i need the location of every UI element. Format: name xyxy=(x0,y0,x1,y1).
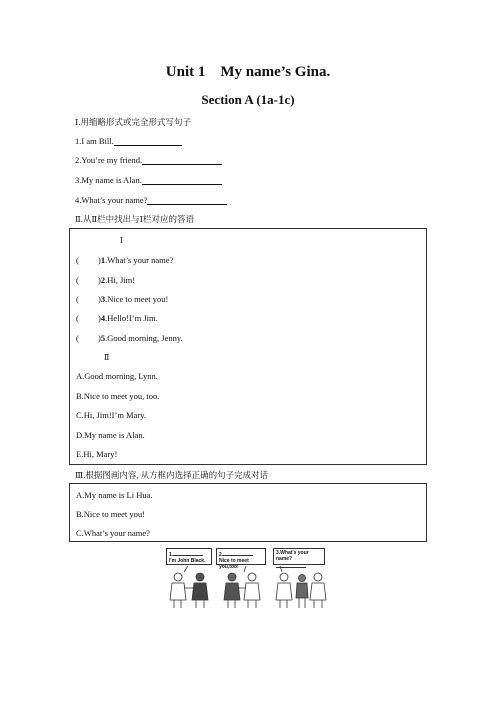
question-row: ( )2.Hi, Jim! xyxy=(76,275,136,285)
answer-option: B.Nice to meet you, too. xyxy=(76,391,160,401)
speech-bubble-2 xyxy=(216,548,266,570)
answer-option: C.Hi, Jim!I’m Mary. xyxy=(76,410,147,420)
question-row: ( )5.Good morning, Jenny. xyxy=(76,333,183,343)
part1-item-3 xyxy=(75,175,222,185)
answer-option: D.My name is Alan. xyxy=(76,430,145,440)
part3-heading: Ⅲ.根据图画内容, 从方框内选择正确的句子完成对话 xyxy=(75,470,269,480)
answer-blank[interactable] xyxy=(223,550,253,556)
dialog-option: B.Nice to meet you! xyxy=(76,509,145,519)
scene-3-illustration xyxy=(272,566,328,608)
answer-blank[interactable] xyxy=(142,175,222,185)
question-row: ( )4.Hello!I’m Jim. xyxy=(76,313,158,323)
dialog-option: C.What’s your name? xyxy=(76,528,150,538)
column-2-label: Ⅱ xyxy=(104,353,110,362)
dialog-option: A.My name is Li Hua. xyxy=(76,490,153,500)
question-row: ( )3.Nice to meet you! xyxy=(76,294,169,304)
bubble-text: Nice to meet you,too! xyxy=(219,558,249,570)
page-subtitle: Section A (1a-1c) xyxy=(201,92,295,107)
part1-item-4 xyxy=(75,195,227,205)
part2-heading: Ⅱ.从Ⅱ栏中找出与Ⅰ栏对应的答语 xyxy=(75,214,195,224)
answer-blank[interactable] xyxy=(142,155,222,165)
scene-1-illustration xyxy=(166,566,216,608)
scene-2-illustration xyxy=(218,566,268,608)
column-1-label: Ⅰ xyxy=(120,236,124,245)
part1-item-text: 1.I am Bill. xyxy=(75,136,114,146)
options-box xyxy=(69,483,427,542)
speech-bubble-3 xyxy=(273,548,325,565)
answer-option: E.Hi, Mary! xyxy=(76,449,118,459)
part1-item-text: 3.My name is Alan. xyxy=(75,175,142,185)
part1-item-text: 4.What’s your name? xyxy=(75,195,148,205)
matching-box xyxy=(69,228,427,465)
part1-item-1 xyxy=(75,136,182,146)
answer-blank[interactable] xyxy=(147,195,227,205)
speech-bubble-1 xyxy=(166,548,212,565)
answer-option: A.Good morning, Lynn. xyxy=(76,371,158,381)
answer-blank[interactable] xyxy=(173,550,203,556)
bubble-text: 3.What's your name? xyxy=(276,550,309,562)
question-row: ( )1.What’s your name? xyxy=(76,255,174,265)
bubble-text: I'm John Black. xyxy=(169,558,206,564)
bubble-text: 2. xyxy=(219,552,224,558)
bubble-text: 1. xyxy=(169,552,174,558)
page-title: Unit 1 My name’s Gina. xyxy=(165,64,331,80)
part1-item-text: 2.You’re my friend. xyxy=(75,155,143,165)
answer-blank[interactable] xyxy=(114,136,182,146)
part1-heading: Ⅰ.用缩略形式或完全形式写句子 xyxy=(75,117,191,127)
part1-item-2 xyxy=(75,155,222,165)
